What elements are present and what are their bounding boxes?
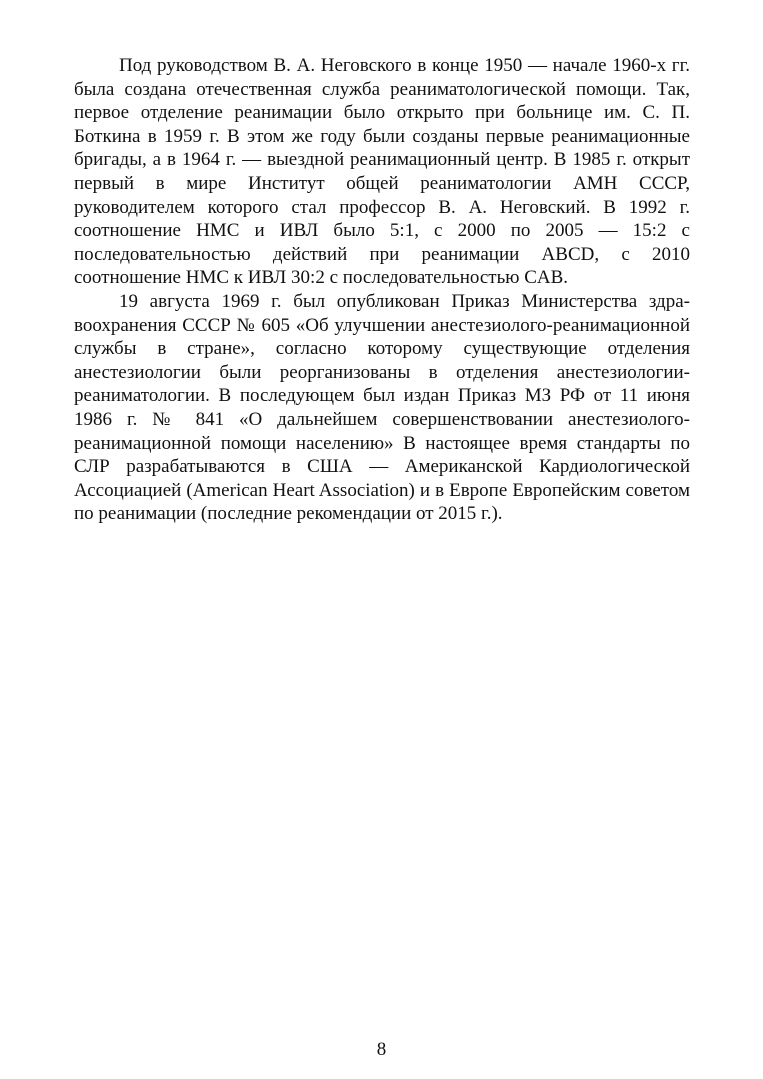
- document-body: [74, 54, 690, 526]
- paragraph-2: 19 августа 1969 г. был опубликован Приказ Министерства здравоохранения СССР № 605 «Об улучшении анестезиолого-реанимационной службы в стране», согласно которому существующие отделения анестезиологии были реорганизованы в отделения анестезиологии-реаниматологии. В последующем был издан Приказ МЗ РФ от 11 июня 1986 г. № 841 «О дальнейшем совершенствовании анестезиолого-реанимационной помощи населению» В настоящее время стандарты по СЛР разрабатываются в США — Американской Кардиологической Ассоциацией (American Heart Association) и в Европе Европейским советом по реанимации (последние рекомендации от 2015 г.).: [74, 290, 690, 525]
- page-number: 8: [376, 1039, 387, 1060]
- paragraph-1: Под руководством В. А. Неговского в конце 1950 — начале 1960-х гг. была создана отечественная служба реаниматологической помощи. Так, первое отделение реанимации было открыто при больнице им. С. П. Боткина в 1959 г. В этом же году были созданы первые реанимационные бригады, а в 1964 г. — выездной реанимационный центр. В 1985 г. открыт первый в мире Институт общей реаниматологии АМН СССР, руководителем которого стал профессор В. А. Неговский. В 1992 г. соотношение НМС и ИВЛ было 5:1, с 2000 по 2005 — 15:2 с последовательностью действий при реанимации ABCD, с 2010 соотношение НМС к ИВЛ 30:2 с последовательностью CAB.: [74, 55, 690, 289]
